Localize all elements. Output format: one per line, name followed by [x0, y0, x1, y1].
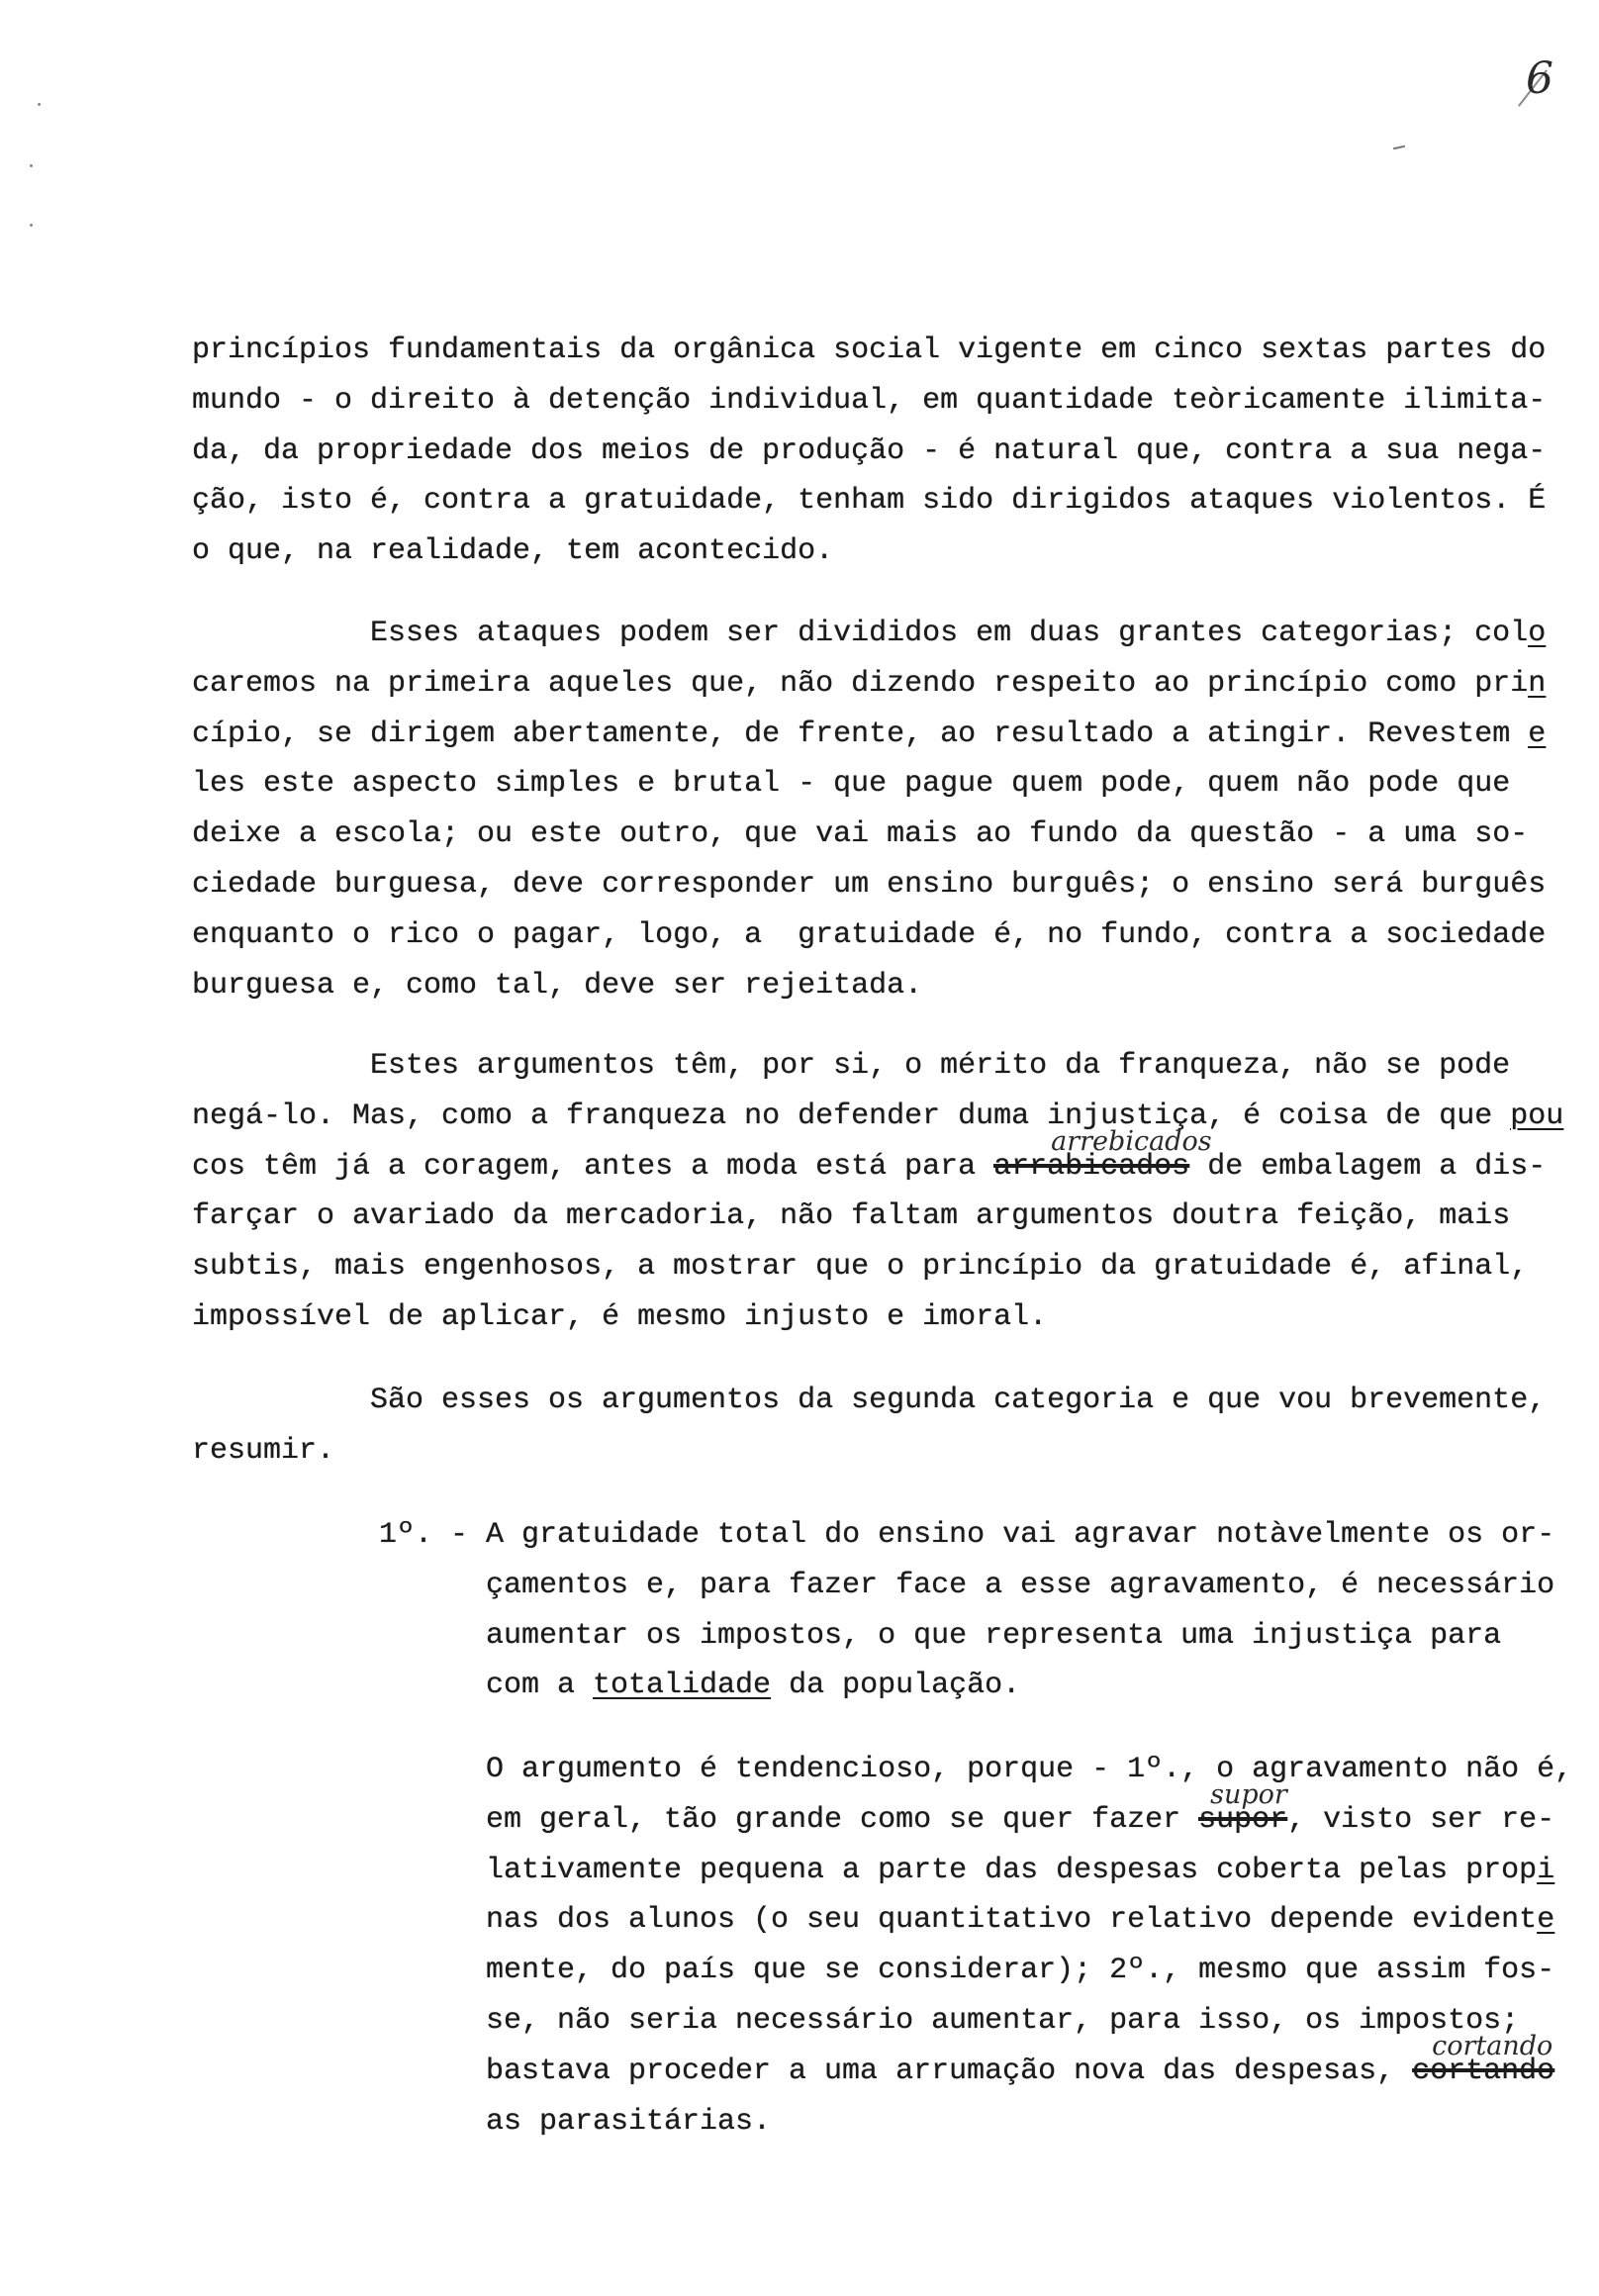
- text-line: farçar o avariado da mercadoria, não faltam argumentos doutra feição, mais: [192, 1199, 1511, 1234]
- line-text: cos têm já a coragem, antes a moda está para: [192, 1149, 994, 1184]
- line-text: com a: [486, 1669, 594, 1703]
- text-line: as parasitárias.: [486, 2104, 772, 2139]
- text-line: subtis, mais engenhosos, a mostrar que o princípio da gratuidade é, afinal,: [192, 1250, 1529, 1285]
- line-text: caremos na primeira aqueles que, não dizendo respeito ao princípio como pri: [192, 666, 1529, 701]
- margin-speck: [30, 164, 33, 167]
- syllable-underline: e: [1528, 717, 1547, 751]
- syllable-underline: i: [1537, 1853, 1555, 1887]
- text-line: [192, 710, 1546, 760]
- paragraph-4: [192, 1376, 1546, 1477]
- text-line: enquanto o rico o pagar, logo, a gratuidade é, no fundo, contra a sociedade: [192, 917, 1547, 952]
- text-line: [192, 659, 1546, 710]
- syllable-underline: o: [1528, 617, 1547, 650]
- paragraph-1: [192, 326, 1546, 577]
- syllable-underline: pou: [1510, 1099, 1564, 1133]
- handwritten-correction: [993, 1125, 1212, 1184]
- text-line: les este aspecto simples e brutal - que pague quem pode, quem não pode que: [192, 767, 1511, 802]
- handwritten-insertion: cortando: [1432, 2030, 1553, 2061]
- line-text: bastava proceder a uma arrumação nova das despesas,: [486, 2054, 1413, 2088]
- text-line: Estes argumentos têm, por si, o mérito da franqueza, não se pode: [370, 1049, 1511, 1083]
- line-text: nas dos alunos (o seu quantitativo relativo depende evident: [486, 1903, 1538, 1938]
- text-line: deixe a escola; ou este outro, que vai mais ao fundo da questão - a uma so-: [192, 817, 1529, 852]
- text-line: [192, 609, 1546, 659]
- handwritten-insertion: arrebicados: [1051, 1125, 1212, 1157]
- text-line: resumir.: [192, 1433, 335, 1468]
- numbered-item-1: [379, 1510, 1554, 1711]
- text-line: [486, 1778, 1572, 1846]
- text-line: çamentos e, para fazer face a esse agravamento, é necessário: [486, 1568, 1555, 1602]
- text-line: 1º. - A gratuidade total do ensino vai agravar notàvelmente os or-: [379, 1518, 1555, 1552]
- text-line: mente, do país que se considerar); 2º., mesmo que assim fos-: [486, 1954, 1555, 1988]
- text-line: [192, 1125, 1563, 1193]
- line-text: de embalagem a dis-: [1189, 1149, 1547, 1184]
- text-line: ção, isto é, contra a gratuidade, tenham sido dirigidos ataques violentos. É: [192, 484, 1547, 519]
- text-line: O argumento é tendencioso, porque - 1º., o agravamento não é,: [486, 1753, 1573, 1786]
- text-line: [486, 1895, 1572, 1946]
- margin-speck: [38, 103, 41, 106]
- text-line: aumentar os impostos, o que representa uma injustiça para: [486, 1618, 1502, 1653]
- margin-speck: [30, 224, 33, 227]
- text-line: [192, 1092, 1563, 1142]
- emphasis-underline: totalidade: [593, 1669, 772, 1703]
- text-line: [379, 1661, 1554, 1711]
- line-text: , visto ser re-: [1287, 1802, 1555, 1837]
- line-text: em geral, tão grande como se quer fazer: [486, 1802, 1199, 1837]
- text-line: [486, 2030, 1572, 2097]
- struck-word: cortando: [1412, 2054, 1555, 2088]
- line-text: cípio, se dirigem abertamente, de frente, ao resultado a atingir. Revestem: [192, 717, 1529, 751]
- text-line: [486, 1846, 1572, 1896]
- text-line: o que, na realidade, tem acontecido.: [192, 534, 834, 569]
- handwritten-insertion: supor: [1210, 1778, 1287, 1810]
- struck-word: arrabicados: [993, 1149, 1190, 1184]
- page-number: 6: [1526, 53, 1553, 104]
- line-text: lativamente pequena a parte das despesas coberta pelas prop: [486, 1853, 1538, 1887]
- line-text: Esses ataques podem ser divididos em duas grantes categorias; col: [370, 617, 1529, 650]
- pen-mark: [1393, 145, 1405, 149]
- text-line: da, da propriedade dos meios de produção - é natural que, contra a sua nega-: [192, 433, 1547, 468]
- syllable-underline: e: [1537, 1903, 1555, 1938]
- text-line: mundo - o direito à detenção individual, em quantidade teòricamente ilimita-: [192, 383, 1547, 418]
- text-line: ciedade burguesa, deve corresponder um ensino burguês; o ensino será burguês: [192, 867, 1547, 902]
- syllable-underline: n: [1528, 666, 1547, 701]
- text-line: burguesa e, como tal, deve ser rejeitada.: [192, 968, 923, 1003]
- line-text: negá-lo. Mas, como a franqueza no defender duma injustiça, é coisa de que: [192, 1099, 1511, 1133]
- text-line: São esses os argumentos da segunda categoria e que vou brevemente,: [370, 1384, 1547, 1417]
- paragraph-3: [192, 1041, 1563, 1343]
- handwritten-correction: [1198, 1778, 1288, 1837]
- text-line: se, não seria necessário aumentar, para isso, os impostos;: [486, 2003, 1520, 2038]
- struck-word: supor: [1198, 1802, 1288, 1837]
- line-text: da população.: [771, 1669, 1021, 1703]
- rebuttal-paragraph: [486, 1745, 1572, 2147]
- paragraph-2: [192, 609, 1546, 1010]
- text-line: princípios fundamentais da orgânica social vigente em cinco sextas partes do: [192, 334, 1547, 367]
- text-line: impossível de aplicar, é mesmo injusto e imoral.: [192, 1299, 1048, 1334]
- handwritten-correction: [1412, 2030, 1555, 2088]
